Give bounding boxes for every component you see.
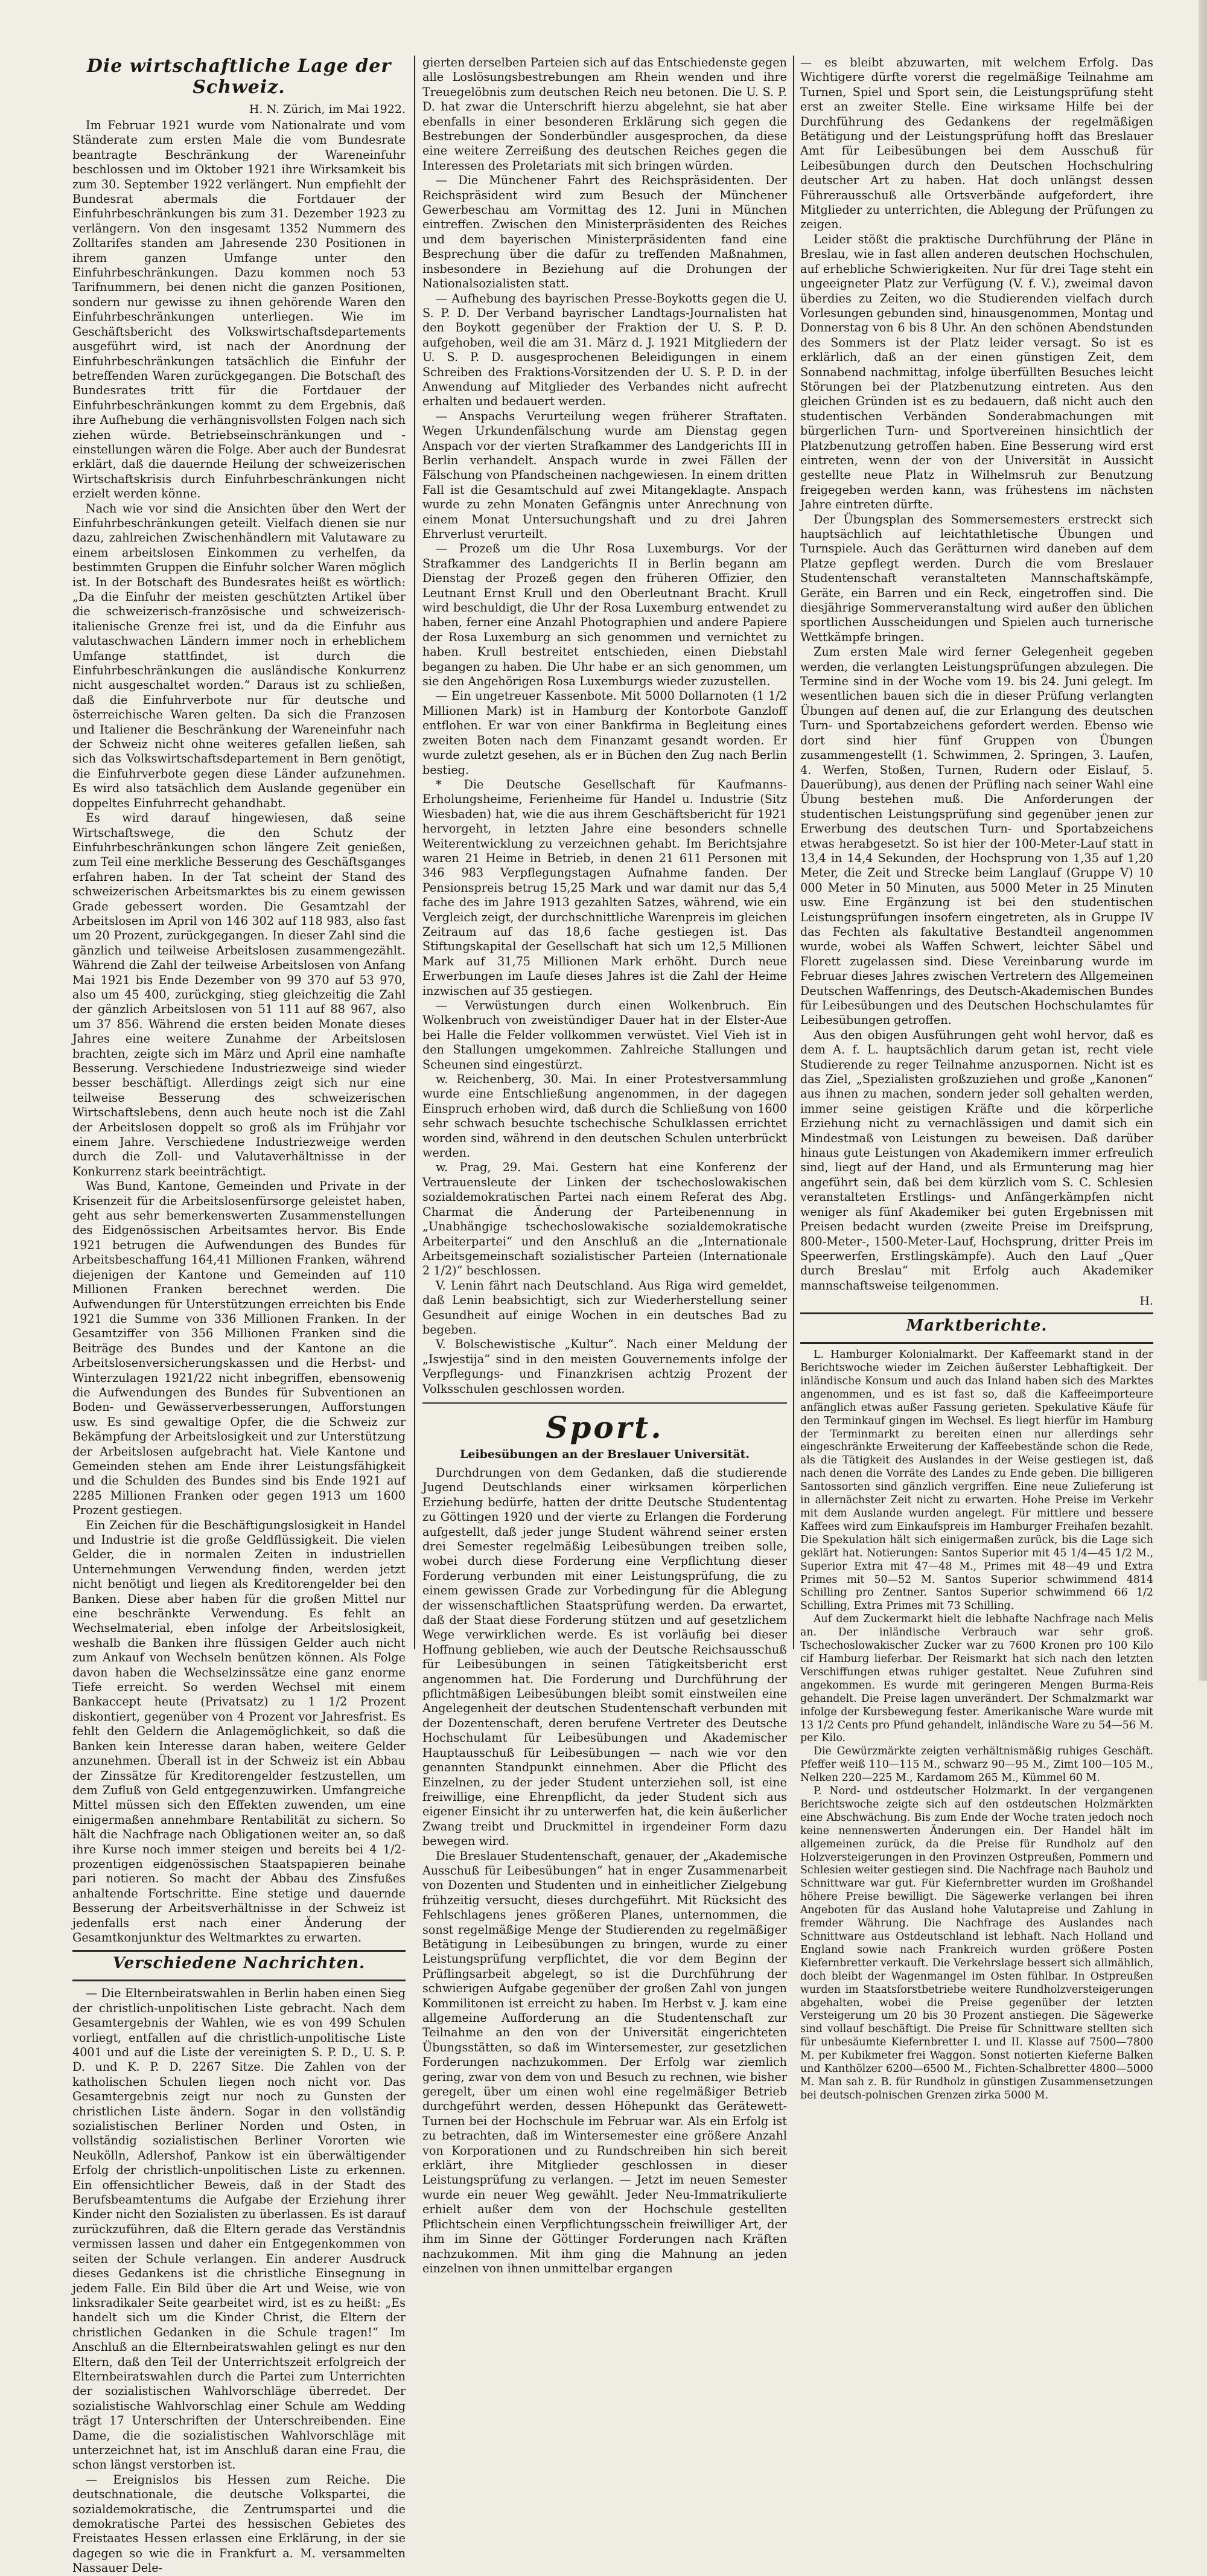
headline-swiss-economy: Die wirtschaftliche Lage der Schweiz.	[86, 56, 392, 98]
column-3	[800, 56, 1153, 2101]
news-item: w. Prag, 29. Mai. Gestern hat eine Konferenz der Vertrauensleute der Linken der tschechoslowakischen sozialdemokratischen Partei nach einem Referat des Abg. Charmat die Änderung der Parteibenennung in „Unabhängige tschechoslowakische sozialdemokratische Arbeiterpartei“ und den Anschluß an die „Internationale Arbeitsgemeinschaft sozialistischer Parteien (Internationale 2 1/2)“ beschlossen.	[422, 1160, 787, 1278]
news-item: * Die Deutsche Gesellschaft für Kaufmanns-Erholungsheime, Ferienheime für Handel u. Industrie (Sitz Wiesbaden) hat, wie die aus ihrem Geschäftsbericht für 1921 hervorgeht, in letzten Jahre eine besonders schnelle Weiterentwicklung zu verzeichnen gehabt. Im Berichtsjahre waren 21 Heime in Betrieb, in denen 21 611 Personen mit 346 983 Verpflegungstagen Aufnahme fanden. Der Pensionspreis betrug 15,25 Mark und war damit nur das 5,4 fache des im Jahre 1913 gezahlten Satzes, während, wie ein Vergleich zeigt, der durchschnittliche Warenpreis im gleichen Zeitraum auf das 18,6 fache gestiegen ist. Das Stiftungskapital der Gesellschaft hat sich um 12,5 Millionen Mark auf 31,75 Millionen Mark erhöht. Durch neue Erwerbungen im Laufe dieses Jahres ist die Zahl der Heime inzwischen auf 35 gestiegen.	[422, 777, 787, 998]
sport-paragraph: Zum ersten Male wird ferner Gelegenheit gegeben werden, die verlangten Leistungsprüfungen abzulegen. Die Termine sind in der Woche vom 19. bis 24. Juni gelegt. Im wesentlichen bauen sich die in dieser Prüfung verlangten Übungen auf denen auf, die zur Erlangung des deutschen Turn- und Sportabzeichens gefordert werden. Ebenso wie dort sind hier fünf Gruppen von Übungen zusammengestellt (1. Schwimmen, 2. Springen, 3. Laufen, 4. Werfen, Stoßen, Turnen, Rudern oder Eislauf, 5. Dauerübung), aus denen der Prüfling nach seiner Wahl eine Übung bestehen muß. Die Anforderungen der studentischen Leistungsprüfung sind gegenüber jenen zur Erwerbung des deutschen Turn- und Sportabzeichens etwas herabgesetzt. So ist hier der 100-Meter-Lauf statt in 13,4 in 14,4 Sekunden, der Hochsprung von 1,35 auf 1,20 Meter, die Zeit und Strecke beim Langlauf (Gruppe V) 10 000 Meter in 50 Minuten, aus 5000 Meter in 25 Minuten usw. Eine Ergänzung ist bei den studentischen Leistungsprüfungen insofern eingetreten, als in Gruppe IV das Fechten als fakultative Bestandteil angenommen wurde, wobei als Waffen Schwert, leichter Säbel und Florett zugelassen sind. Diese Vereinbarung wurde im Februar dieses Jahres zwischen Vertretern des Allgemeinen Deutschen Waffenrings, des Deutsch-Akademischen Bundes für Leibesübungen und des Deutschen Hochschulamtes für Leibesübungen getroffen.	[800, 645, 1153, 1028]
sport-paragraph: Der Übungsplan des Sommersemesters erstreckt sich hauptsächlich auf leichtathletische Übungen und Turnspiele. Auch das Gerätturnen wird daneben auf dem Platze gepflegt werden. Durch die vom Breslauer Studentenschaft veranstalteten Mannschaftskämpfe, Geräte, ein Barren und ein Reck, eingetroffen sind. Die diesjährige Sommerveranstaltung wird außer den üblichen sportlichen Ausscheidungen und Spielen auch turnerische Wettkämpfe bringen.	[800, 512, 1153, 644]
news-item: gierten derselben Parteien sich auf das Entschiedenste gegen alle Loslösungsbestrebungen am Rhein wenden und ihre Treuegelöbnis zum deutschen Reich neu betonen. Die U. S. P. D. hat zwar die Unterschrift hierzu abgelehnt, sie hat aber ebenfalls in einer besonderen Erklärung sich gegen die Bestrebungen der Sonderbündler ausgesprochen, da diese eine weitere Zerreißung des deutschen Reiches gegen die Interessen des Proletariats mit sich bringen würden.	[422, 56, 787, 173]
news-item: — Ereignislos bis Hessen zum Reiche. Die deutschnationale, die deutsche Volkspartei, die sozialdemokratische, die Zentrumspartei und die demokratische Partei des hessischen Gebietes des Freistaates Hessen erlassen eine Erklärung, in der sie dagegen so wie die in Frankfurt a. M. versammelten Nassauer Dele-	[72, 2472, 406, 2575]
market-report: P. Nord- und ostdeutscher Holzmarkt. In der vergangenen Berichtswoche zeigte sich auf den ostdeutschen Holzmärkten eine Abschwächung. Bis zum Ende der Woche traten jedoch noch keine nennenswerten Änderungen ein. Der Handel hält im allgemeinen zurück, da die Preise für Rundholz auf den Holzversteigerungen in den Provinzen Ostpreußen, Pommern und Schlesien weiter gestiegen sind. Die Nachfrage nach Bauholz und Schnittware war gut. Für Kiefernbretter wurden im Großhandel höhere Preise bewilligt. Die Sägewerke verlangen bei ihren Angeboten für das Ausland hohe Valutapreise und Zahlung in fremder Währung. Die Nachfrage des Auslandes nach Schnittware aus Ostdeutschland ist lebhaft. Nach Holland und England sowie nach Frankreich wurden größere Posten Kiefernbretter verkauft. Die Verkehrslage bessert sich allmählich, doch bleibt der Wagenmangel im Osten fühlbar. In Ostpreußen wurden im Staatsforstbetriebe weitere Rundholzversteigerungen abgehalten, wobei die Preise gegenüber der letzten Versteigerung um 20 bis 30 Prozent anstiegen. Die Sägewerke sind vollauf beschäftigt. Die Preise für Schnittware stellten sich für unbesäumte Kiefernbretter I. und II. Klasse auf 7500—7800 M. per Kubikmeter frei Waggon. Sonst notierten Kieferne Balken und Kanthölzer 6200—6500 M., Fichten-Schalbretter 4800—5000 M. Man sah z. B. für Rundholz in günstigen Zusammensetzungen bei deutsch-polnischen Grenzen zirka 5000 M.	[800, 1785, 1153, 2101]
market-report: L. Hamburger Kolonialmarkt. Der Kaffeemarkt stand in der Berichtswoche wieder im Zeichen äußerster Lebhaftigkeit. Der inländische Konsum und auch das Inland haben sich des Marktes angenommen, und es ist fast so, daß die Kaffeeimporteure anfänglich etwas außer Fassung gerieten. Spekulative Käufe für den Terminkauf gingen im Wechsel. Es liegt hierfür im Hamburg der Terminmarkt zu bereiten einen nur allerdings sehr eingeschränkte Erweiterung der Kaffeebestände schon die Rede, als die Tätigkeit des Auslandes in der Weise gestiegen ist, daß nach denen die Vorräte des Landes zu Ende geben. Die billigeren Santossorten sind gänzlich vergriffen. Eine neue Zulieferung ist in allernächster Zeit nicht zu erwarten. Hohe Preise im Verkehr mit dem Auslande wurden angelegt. Für mittlere und bessere Kaffees wird zum Einkaufspreis im Hamburger Freihafen bezahlt. Die Spekulation hält sich einigermaßen zurück, bis die Lage sich geklärt hat. Notierungen: Santos Superior mit 45 1/4—45 1/2 M., Superior Extra mit 47—48 M., Primes mit 48—49 und Extra Primes mit 50—52 M. Santos Superior schwimmend 4814 Schilling pro Zentner. Santos Superior schwimmend 66 1/2 Schilling, Extra Primes mit 73 Schilling.	[800, 1349, 1153, 1612]
market-report: Die Gewürzmärkte zeigten verhältnismäßig ruhiges Geschäft. Pfeffer weiß 110—115 M., schwarz 90—95 M., Zimt 100—105 M., Nelken 220—225 M., Kardamom 265 M., Kümmel 60 M.	[800, 1745, 1153, 1785]
news-item: — Verwüstungen durch einen Wolkenbruch. Ein Wolkenbruch von zweistündiger Dauer hat in der Elster-Aue bei Halle die Felder vollkommen verwüstet. Viel Vieh ist in den Stallungen umgekommen. Zahlreiche Stallungen und Scheunen sind eingestürzt.	[422, 999, 787, 1072]
article-paragraph: Im Februar 1921 wurde vom Nationalrate und vom Ständerate zum ersten Male die vom Bundesrate beantragte Beschränkung der Wareneinfuhr beschlossen und im Oktober 1921 ihre Wirksamkeit bis zum 30. September 1922 verlängert. Nun empfiehlt der Bundesrat abermals die Fortdauer der Einfuhrbeschränkungen bis zum 31. Dezember 1923 zu verlängern. Von den insgesamt 1352 Nummern des Zolltarifes standen am Jahresende 230 Positionen in ihrem ganzen Umfange unter den Einfuhrbeschränkungen. Dazu kommen noch 53 Tarifnummern, bei denen nicht die ganzen Positionen, sondern nur gewisse zu ihnen gehörende Waren den Einfuhrbeschränkungen unterliegen. Wie im Geschäftsbericht des Volkswirtschaftsdepartements ausgeführt wird, ist nach der Anordnung der Einfuhrbeschränkungen tatsächlich die Einfuhr der betreffenden Waren zurückgegangen. Die Botschaft des Bundesrates tritt für die Fortdauer der Einfuhrbeschränkungen kommt zu dem Ergebnis, daß ihre Aufhebung die verhängnisvollsten Folgen nach sich ziehen würde. Betriebseinschränkungen und -einstellungen wären die Folge. Aber auch der Bundesrat erklärt, daß die dauernde Heilung der schweizerischen Wirtschaftskrisis durch Einfuhrbeschränkungen nicht erzielt werden könne.	[72, 118, 406, 501]
author-signature: H.	[1139, 1294, 1153, 1308]
sport-paragraph: — es bleibt abzuwarten, mit welchem Erfolg. Das Wichtigere dürfte vorerst die regelmäßige Teilnahme am Turnen, Spiel und Sport sein, die Leistungsprüfung steht erst an zweiter Stelle. Eine wirksame Hilfe bei der Durchführung des Gedankens der regelmäßigen Betätigung und der Leistungsprüfung hofft das Breslauer Amt für Leibesübungen bei dem Ausschuß für Leibesübungen durch den Deutschen Hochschulring deutscher Art zu haben. Hat doch unlängst dessen Führerausschuß alle Ortsverbände aufgefordert, ihre Mitglieder zu unterrichten, die Ablegung der Prüfungen zu zeigen.	[800, 56, 1153, 232]
article-paragraph: Ein Zeichen für die Beschäftigungslosigkeit in Handel und Industrie ist die große Geldflüssigkeit. Die vielen Gelder, die in normalen Zeiten in industriellen Unternehmungen Verwendung finden, werden jetzt nicht benötigt und liegen als Kreditorengelder bei den Banken. Diese aber haben für die großen Mittel nur eine beschränkte Verwendung. Es fehlt an Wechselmaterial, eben infolge der Arbeitslosigkeit, weshalb die Banken ihre flüssigen Gelder auch nicht zum Ankauf von Wechseln benützen können. Als Folge davon haben die Wechselzinssätze eine ganz enorme Tiefe erreicht. So werden Wechsel mit einem Bankaccept heute (Privatsatz) zu 1 1/2 Prozent diskontiert, gegenüber von 4 Prozent vor Jahresfrist. Es fehlt den Geldern die Anlagemöglichkeit, so daß die Banken kein Interesse daran haben, weitere Gelder anzunehmen. Überall ist in der Schweiz ist ein Abbau der Zinssätze für Kreditorengelder festzustellen, um dem Zufluß von Geld entgegenzuwirken. Umfangreiche Mittel müssen sich den Effekten zuwenden, um eine einigermaßen annehmbare Rentabilität zu sichern. So hält die Nachfrage nach Obligationen weiter an, so daß ihre Kurse noch immer steigen und bereits bei 4 1/2-prozentigen eidgenössischen Staatspapieren beinahe pari notieren. So macht der Abbau des Zinsfußes anhaltende Fortschritte. Eine stetige und dauernde Besserung der Arbeitsverhältnisse in der Schweiz ist jedenfalls erst nach einer Änderung der Gesamtkonjunktur des Weltmarktes zu erwarten.	[72, 1518, 406, 1945]
market-report: Auf dem Zuckermarkt hielt die lebhafte Nachfrage nach Melis an. Der inländische Verbrauch war sehr groß. Tschechoslowakischer Zucker war zu 7600 Kronen pro 100 Kilo cif Hamburg lieferbar. Der Reismarkt hat sich nach den letzten Verschiffungen etwas ruhiger gestaltet. Neue Zufuhren sind angekommen. Es wurde mit geringeren Mengen Burma-Reis gehandelt. Die Preise lagen unverändert. Der Schmalzmarkt war infolge der Kursbewegung fester. Amerikanische Ware wurde mit 13 1/2 Cents pro Pfund gehandelt, inländische Ware zu 54—56 M. per Kilo.	[800, 1613, 1153, 1745]
article-paragraph: Was Bund, Kantone, Gemeinden und Private in der Krisenzeit für die Arbeitslosenfürsorge geleistet haben, geht aus sehr bemerkenswerten Zusammenstellungen des Eidgenössischen Arbeitsamtes hervor. Bis Ende 1921 betrugen die Aufwendungen des Bundes für Arbeitsbeschaffung 164,41 Millionen Franken, während diejenigen der Kantone und Gemeinden auf 110 Millionen Franken berechnet werden. Die Aufwendungen für Unterstützungen erreichten bis Ende 1921 die Summe von 336 Millionen Franken. In der Gesamtziffer von 356 Millionen Franken sind die Beiträge des Bundes und der Kantone an die Arbeitslosenversicherungskassen und die Herbst- und Winterzulagen 1921/22 nicht inbegriffen, ebensowenig die Aufwendungen des Bundes für Subventionen an Boden- und Gewässerverbesserungen, Aufforstungen usw. Es sind gewaltige Opfer, die die Schweiz zur Bekämpfung der Arbeitslosigkeit und zur Unterstützung der Arbeitslosen aufgebracht hat. Viele Kantone und Gemeinden stehen am Ende ihrer Leistungsfähigkeit und die Schulden des Bundes sind bis Ende 1921 auf 2285 Millionen Franken oder gegen 1913 um 1600 Prozent gestiegen.	[72, 1179, 406, 1518]
column-1	[72, 56, 406, 2575]
news-item: — Die Münchener Fahrt des Reichspräsidenten. Der Reichspräsident wird zum Besuch der Münchener Gewerbeschau am Vormittag des 12. Juni in München eintreffen. Zwischen den Ministerpräsidenten des Reiches und dem bayerischen Ministerpräsidenten fand eine Besprechung über die dafür zu treffenden Maßnahmen, insbesondere in Beziehung auf die Drohungen der Nationalsozialisten statt.	[422, 173, 787, 291]
column-rule	[793, 56, 794, 1649]
sport-paragraph: Leider stößt die praktische Durchführung der Pläne in Breslau, wie in fast allen anderen deutschen Hochschulen, auf erhebliche Schwierigkeiten. Nur für drei Tage steht ein ungeeigneter Platz zur Verfügung (V. f. V.), zweimal davon überdies zu Zeiten, wo die Studierenden vielfach durch Vorlesungen gebunden sind, hinausgenommen, Montag und Donnerstag von 6 bis 8 Uhr. An den schönen Abendstunden des Sommers ist der Platz leider versagt. So ist es erklärlich, daß an der einen günstigen Zeit, dem Sonnabend nachmittag, infolge überfüllten Besuches leicht Störungen bei der Platzbenutzung eintreten. Aus den gleichen Gründen ist es zu bedauern, daß nicht auch den studentischen Verbänden Sonderabmachungen mit bürgerlichen Turn- und Sportvereinen hinsichtlich der Platzbenutzung getroffen haben. Eine Besserung wird erst eintreten, wenn der von der Universität in Aussicht gestellte neue Platz in Wilhelmsruh zur Benutzung freigegeben werden kann, was frühestens im nächsten Jahre eintreten dürfte.	[800, 232, 1153, 512]
news-item: V. Bolschewistische „Kultur“. Nach einer Meldung der „Iswjestija“ sind in den meisten Gouvernements infolge der Verpflegungs- und Finanzkrisen achtzig Prozent der Volksschulen geschlossen worden.	[422, 1337, 787, 1396]
news-item: — Anspachs Verurteilung wegen früherer Straftaten. Wegen Urkundenfälschung wurde am Dienstag gegen Anspach vor der vierten Strafkammer des Landgerichts III in Berlin verhandelt. Anspach wurde in zwei Fällen der Fälschung von Pfandscheinen nachgewiesen. In einem dritten Fall ist die Gesamtschuld auf zwei Mitangeklagte. Anspach wurde zu zehn Monaten Gefängnis unter Anrechnung von einem Monat Untersuchungshaft und zu drei Jahren Ehrverlust verurteilt.	[422, 409, 787, 541]
column-rule	[414, 56, 415, 1649]
headline-misc-news: Verschiedene Nachrichten.	[112, 1954, 366, 1973]
sport-paragraph: Die Breslauer Studentenschaft, genauer, der „Akademische Ausschuß für Leibesübungen“ hat in enger Zusammenarbeit von Dozenten und Studenten und in einheitlicher Zielgebung frühzeitig versucht, dieses durchgeführt. Mit Rücksicht des Fehlschlagens jenes größeren Planes, unternommen, die sonst regelmäßige Menge der Studierenden zu regelmäßiger Betätigung in Leibesübungen zu bringen, wurde zu einer Leistungsprüfung verpflichtet, die vor dem Beginn der Prüflingsarbeit abgelegt, so ist die Durchführung der schwierigen Aufgabe gegenüber der großen Zahl von jungen Kommilitonen ist erreicht zu haben. Im Herbst v. J. kam eine allgemeine Aufforderung an die Studentenschaft zur Teilnahme an den von der Universität eingerichteten Übungsstätten, so daß im Wintersemester, zur gesetzlichen Forderungen nachzukommen. Der Erfolg war ziemlich gering, zwar von dem von und Besuch zu rechnen, wie bisher geregelt, über um einen wohl eine regelmäßiger Betrieb durchgeführt werden, dessen Höhepunkt das Gerätewett-Turnen bei der Hochschule im Februar war. Als ein Erfolg ist zu betrachten, daß im Wintersemester eine größere Anzahl von Korporationen und zu Rundschreiben hin sich bereit erklärt, ihre Mitglieder geschlossen in dieser Leistungsprüfung zu verlangen. — Jetzt im neuen Semester wurde ein neuer Weg gewählt. Jeder Neu-Immatrikulierte erhielt außer dem von der Hochschule gestellten Pflichtschein einen Verpflichtungsschein freiwilliger Art, der ihm im Sinne der Göttinger Forderungen nach Kräften nachzukommen. Mit ihm ging die Mahnung an jeden einzelnen von ihnen unmittelbar ergangen	[422, 1849, 787, 2275]
sport-subheading: Leibesübungen an der Breslauer Universität.	[459, 1447, 750, 1461]
news-item: V. Lenin fährt nach Deutschland. Aus Riga wird gemeldet, daß Lenin beabsichtigt, sich zur Wiederherstellung seiner Gesundheit auf einige Wochen in ein deutsches Bad zu begeben.	[422, 1278, 787, 1337]
news-item: — Die Elternbeiratswahlen in Berlin haben einen Sieg der christlich-unpolitischen Liste gebracht. Nach dem Gesamtergebnis der Wahlen, wie es von 499 Schulen vorliegt, entfallen auf die christlich-unpolitische Liste 4001 und auf die Liste der vereinigten S. P. D., U. S. P. D. und K. P. D. 2267 Sitze. Die Zahlen von der katholischen Schulen liegen noch nicht vor. Das Gesamtergebnis zeigt nur noch zu Gunsten der christlichen Liste ändern. Sogar in den vollständig sozialistischen Berliner Norden und Osten, in vollständig sozialistischen Berliner Vororten wie Neukölln, Adlershof, Pankow ist ein überwältigender Erfolg der christlich-unpolitischen Liste zu erkennen. Ein offensichtlicher Beweis, daß in der Stadt des Berufsbeamtentums die Aufgabe der Erziehung ihrer Kinder nicht den Sozialisten zu überlassen. Es ist darauf zurückzuführen, daß die Eltern gerade das Verständnis vermissen lassen und daher ein Entgegenkommen von seiten der Schule verlangen. Ein anderer Ausdruck dieses Gedankens ist die christliche Einsegnung in jedem Falle. Ein Bild über die Art und Weise, wie von linksradikaler Seite gearbeitet wird, ist es zu heißt: „Es handelt sich um die Kinder Christ, die Eltern der christlichen Gedanken in die Schule tragen!“ Im Anschluß an die Elternbeiratswahlen gelingt es nur den Eltern, daß den Teil der Unterrichtszeit erfolgreich der Elternbeiratswahlen durch die Partei zum Unterrichten der sozialistischen Wahlvorschläge überredet. Der sozialistische Wahlvorschlag einer Schule am Wedding trägt 17 Unterschriften der Unterschreibenden. Eine Dame, die die sozialistischen Wahlvorschläge mit unterzeichnet hat, ist im Anschluß daran eine Frau, die schon längst verstorben ist.	[72, 1986, 406, 2472]
section-divider	[422, 1402, 787, 1404]
sport-paragraph: Durchdrungen von dem Gedanken, daß die studierende Jugend Deutschlands einer wirksamen körperlichen Erziehung bedürfe, hatten der dritte Deutsche Studententag zu Göttingen 1920 und der vierte zu Erlangen die Forderung aufgestellt, daß jeder junge Student während seiner ersten drei Semester regelmäßig Leibesübungen treiben solle, wobei durch diese Forderung eine Verpflichtung dieser Forderung verbunden mit einer Leistungsprüfung, die zu einem gewissen Grade zur Vorbedingung für die Ablegung der wissenschaftlichen Staatsprüfung werden. Da erwartet, daß der Staat diese Forderung stützen und auf gesetzlichem Wege verwirklichen werde. Es ist vorläufig bei dieser Hoffnung geblieben, wie auch der Deutsche Reichsausschuß für Leibesübungen in seinen Tätigkeitsbericht erst angenommen hat. Die Forderung und Durchführung der pflichtmäßigen Leibesübungen bleibt somit einstweilen eine Angelegenheit der deutschen Studentenschaft verbunden mit der Dozentenschaft, deren berufene Vertreter des Deutsche Hochschulamt für Leibesübungen und Akademischer Hauptausschuß für Leibesübungen — nach wie vor den genannten Standpunkt einnehmen. Aber die Pflicht des Einzelnen, zu der jeder Student unterziehen soll, ist eine freiwillige, eine Ehrenpflicht, da jeder Student sich aus eigener Einsicht ihr zu unterwerfen hat, die kein äußerlicher Zwang treibt und Druckmittel in irgendeiner Form dazu bewegen wird.	[422, 1465, 787, 1849]
news-item: — Prozeß um die Uhr Rosa Luxemburgs. Vor der Strafkammer des Landgerichts II in Berlin begann am Dienstag der Prozeß gegen den früheren Offizier, den Leutnant Ernst Krull und den Oberleutnant Bracht. Krull wird beschuldigt, die Uhr der Rosa Luxemburg entwendet zu haben, ferner eine Anzahl Photographien und andere Papiere der Rosa Luxemburg an sich genommen und vernichtet zu haben. Krull bestreitet entschieden, einen Diebstahl begangen zu haben. Die Uhr habe er an sich genommen, um sie den Angehörigen Rosa Luxemburgs wieder zuzustellen.	[422, 542, 787, 689]
article-paragraph: Nach wie vor sind die Ansichten über den Wert der Einfuhrbeschränkungen geteilt. Vielfach dienen sie nur dazu, zahlreichen Zwischenhändlern mit Valutaware zu einem arbeitslosen Einkommen zu verhelfen, da bestimmten Gruppen die Einfuhr solcher Waren möglich ist. In der Botschaft des Bundesrates heißt es wörtlich: „Da die Einfuhr der meisten geschützten Artikel über die schweizerisch-französische und schweizerisch-italienische Grenze frei ist, und da die Einfuhr aus valutaschwachen Ländern immer noch in erheblichem Umfange stattfindet, ist durch die Einfuhrbeschränkungen die ausländische Konkurrenz nicht ausgeschaltet worden.“ Daraus ist zu schließen, daß die Einfuhrverbote nur für deutsche und österreichische Waren gelten. Da sich die Franzosen und Italiener die Beschränkung der Wareneinfuhr nach der Schweiz nicht ohne weiteres gefallen ließen, sah sich das Volkswirtschaftsdepartement in Bern genötigt, die Einfuhrverbote gegen diese Länder aufzunehmen. Es wird also tatsächlich dem Auslande gegenüber ein doppeltes Einfuhrrecht gehandhabt.	[72, 501, 406, 810]
page-edge	[1199, 0, 1207, 1681]
section-box	[72, 1950, 406, 1981]
headline-market-reports: Marktberichte.	[906, 1317, 1048, 1335]
sport-paragraph: Aus den obigen Ausführungen geht wohl hervor, daß es dem A. f. L. hauptsächlich darum getan ist, recht viele Studierende zu reger Teilnahme anzuspornen. Nicht ist es das Ziel, „Spezialisten großzuziehen und große „Kanonen“ aus ihnen zu machen, sondern jeder soll gehalten werden, immer seine geistigen Kräfte und die körperliche Erziehung nicht zu vernachlässigen und damit sich ein Mindestmaß von Leistungen zu beweisen. Daß darüber hinaus gute Leistungen von Akademikern immer erfreulich sind, liegt auf der Hand, und als Ermunterung mag hier angeführt sein, daß bei dem kürzlich vom S. C. Schlesien veranstalteten Erstlings- und Anfängerkämpfen nicht weniger als fünf Akademiker bei guten Ergebnissen mit Preisen bedacht wurden (zweite Preise im Dreifsprung, 800-Meter-, 1500-Meter-Lauf, Hochsprung, dritter Preis im Speerwerfen, Erstlingskämpfe). Auch den Lauf „Quer durch Breslau“ mit Erfolg auch Akademiker mannschaftsweise teilgenommen.	[800, 1028, 1153, 1293]
section-box	[800, 1312, 1153, 1344]
news-item: — Ein ungetreuer Kassenbote. Mit 5000 Dollarnoten (1 1/2 Millionen Mark) ist in Hamburg der Kontorbote Ganzloff entflohen. Er war von einer Bankfirma in Begleitung eines zweiten Boten nach dem Finanzamt gesandt worden. Er wurde zuletzt gesehen, als er in Büchen den Zug nach Berlin bestieg.	[422, 689, 787, 777]
column-2	[422, 56, 787, 2275]
news-item: — Aufhebung des bayrischen Presse-Boykotts gegen die U. S. P. D. Der Verband bayrischer Landtags-Journalisten hat den Boykott gegenüber der Fraktion der U. S. P. D. aufgehoben, weil die am 31. März d. J. 1921 Mitgliedern der U. S. P. D. ausgesprochenen Beleidigungen in einem Schreiben des Fraktions-Vorsitzenden der U. S. P. D. in der Anwendung auf Mitglieder des Verbandes nicht aufrecht erhalten und bedauert werden.	[422, 291, 787, 409]
article-paragraph: Es wird darauf hingewiesen, daß seine Wirtschaftswege, die den Schutz der Einfuhrbeschränkungen schon längere Zeit genießen, zum Teil eine merkliche Besserung des Geschäftsganges erfahren haben. In der Tat scheint der Stand des schweizerischen Arbeitsmarktes bis zu einem gewissen Grade gebessert worden. Die Gesamtzahl der Arbeitslosen im April von 146 302 auf 118 983, also fast um 20 Prozent, zurückgegangen. In dieser Zahl sind die gänzlich und teilweise Arbeitslosen zusammengezählt. Während die Zahl der teilweise Arbeitslosen von Anfang Mai 1921 bis Ende Dezember von 99 370 auf 53 970, also um 45 400, zurückging, stieg gleichzeitig die Zahl der gänzlich Arbeitslosen von 51 111 auf 88 967, also um 37 856. Während die ersten beiden Monate dieses Jahres eine weitere Zunahme der Arbeitslosen brachten, zeigte sich im März und April eine namhafte Besserung. Verschiedene Industriezweige sind wieder besser beschäftigt. Allerdings zeigt sich nur eine teilweise Besserung des schweizerischen Wirtschaftslebens, denn auch heute noch ist die Zahl der Arbeitslosen doppelt so groß als im Frühjahr vor einem Jahre. Verschiedene Industriezweige werden durch die Zoll- und Valutaverhältnisse in der Konkurrenz stark beeinträchtigt.	[72, 811, 406, 1178]
dateline: H. N. Zürich, im Mai 1922.	[249, 103, 406, 116]
headline-sport: Sport.	[546, 1409, 664, 1445]
news-item: w. Reichenberg, 30. Mai. In einer Protestversammlung wurde eine Entschließung angenommen, in der dagegen Einspruch erhoben wird, daß durch die Schließung von 1600 sehr schwach besuchte tschechische Schulklassen errichtet worden sind, während in den deutschen Schulen unterbrückt werden.	[422, 1072, 787, 1160]
